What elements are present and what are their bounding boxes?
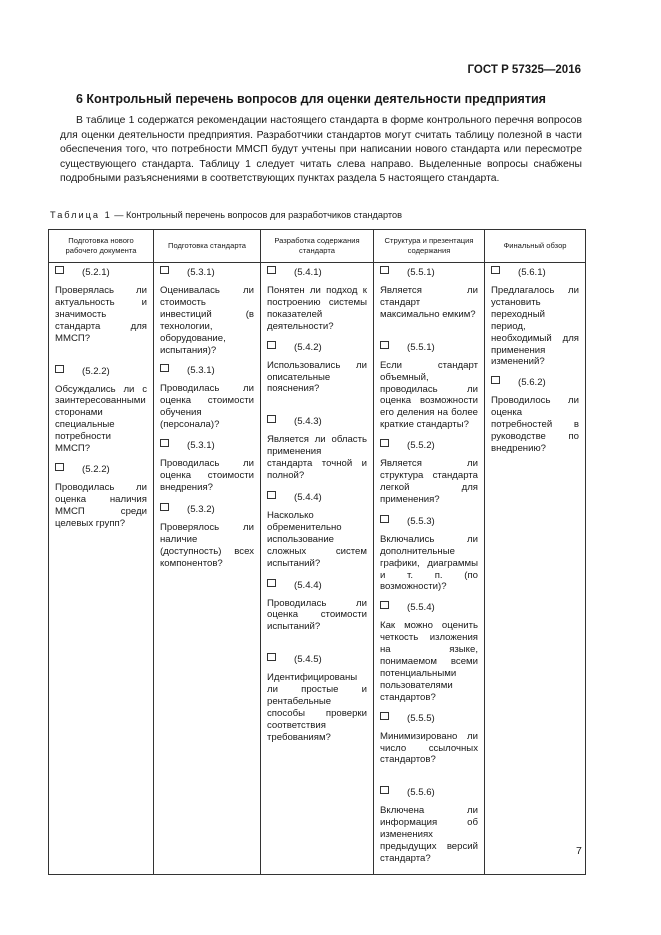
standard-number: ГОСТ Р 57325—2016	[467, 64, 581, 76]
checkbox[interactable]	[267, 653, 276, 661]
item-ref: (5.4.4)	[294, 491, 322, 503]
checklist-item	[160, 503, 254, 570]
item-ref: (5.3.1)	[187, 440, 215, 452]
item-question: Проводилась ли оценка стоимости обучения (персонала)?	[160, 383, 254, 431]
item-ref: (5.4.2)	[294, 341, 322, 353]
checklist-item	[267, 266, 367, 333]
item-question: Если стандарт объемный, проводилась ли оценка возможности его деления на более краткие стандарты?	[380, 359, 478, 431]
item-question: Является ли структура стандарта легкой для применения?	[380, 458, 478, 505]
checkbox[interactable]	[267, 491, 276, 499]
item-question: Как можно оценить четкость изложения на языке, понимаемом всеми потенциальными пользователями стандартов?	[380, 620, 478, 703]
item-ref: (5.2.2)	[82, 463, 110, 475]
item-ref: (5.5.1)	[407, 267, 435, 278]
checklist-item	[380, 786, 478, 865]
section-title: 6 Контрольный перечень вопросов для оценки деятельности предприятия	[76, 92, 546, 106]
intro-paragraph: В таблице 1 содержатся рекомендации настоящего стандарта в форме контрольного перечня вопросов для оценки деятельности предприятия. Разработчики стандартов могут считать таблицу полезной в части обеспечения того, что потребности ММСП будут учтены при написании нового стандарта или пересмотре существующего стандарта. Таблицу 1 следует читать слева направо. Выделенные вопросы снабжены подробными разъяснениями в соответствующих пунктах раздела 5 настоящего стандарта.	[60, 115, 582, 185]
column-header: Структура и презентация содержания	[374, 230, 485, 263]
item-ref: (5.5.1)	[407, 341, 435, 353]
checklist-item	[160, 266, 254, 356]
column-cell	[49, 263, 154, 875]
column-header: Финальный обзор	[485, 230, 586, 263]
item-ref: (5.3.2)	[187, 503, 215, 515]
checklist-item	[267, 415, 367, 482]
checkbox[interactable]	[380, 266, 389, 274]
checklist-item	[380, 266, 478, 321]
item-question: Проверялось ли наличие (доступность) всех компонентов?	[160, 521, 254, 569]
checkbox[interactable]	[380, 601, 389, 609]
checkbox[interactable]	[160, 439, 169, 447]
column-cell	[154, 263, 261, 875]
item-ref: (5.4.5)	[294, 654, 322, 666]
item-ref: (5.5.3)	[407, 515, 435, 527]
item-ref: (5.6.1)	[518, 267, 546, 278]
checklist-item	[380, 439, 478, 506]
column-header: Разработка содержания стандарта	[261, 230, 374, 263]
checklist-item	[55, 365, 147, 455]
item-ref: (5.2.1)	[82, 267, 110, 278]
page-number: 7	[576, 845, 582, 857]
checkbox[interactable]	[267, 266, 276, 274]
item-ref: (5.4.3)	[294, 416, 322, 428]
column-cell	[374, 263, 485, 875]
item-question: Проводилась ли оценка стоимости внедрения?	[160, 458, 254, 493]
checkbox[interactable]	[55, 365, 64, 373]
checklist-item	[380, 515, 478, 594]
checkbox[interactable]	[380, 712, 389, 720]
checklist-item	[160, 364, 254, 431]
checkbox[interactable]	[380, 439, 389, 447]
checkbox[interactable]	[380, 786, 389, 794]
checklist-item	[55, 266, 147, 345]
column-cell	[261, 263, 374, 875]
item-question: Предлагалось ли установить переходный период, необходимый для применения изменений?	[491, 285, 579, 368]
checklist-item	[491, 376, 579, 455]
checkbox[interactable]	[267, 341, 276, 349]
table-caption-label: Таблица 1	[50, 210, 112, 220]
item-question: Минимизировано ли число ссылочных стандартов?	[380, 730, 478, 766]
checklist-item	[267, 491, 367, 570]
item-question: Использовались ли описательные пояснения?	[267, 359, 367, 395]
item-question: Проверялась ли актуальность и значимость стандарта для ММСП?	[55, 285, 147, 344]
item-ref: (5.5.2)	[407, 440, 435, 452]
checklist-table	[48, 229, 586, 875]
item-question: Понятен ли подход к построению системы показателей деятельности?	[267, 285, 367, 332]
checklist-item	[380, 601, 478, 703]
item-question: Проводилась ли оценка стоимости испытаний?	[267, 597, 367, 633]
item-question: Является ли стандарт максимально емким?	[380, 285, 478, 320]
checkbox[interactable]	[380, 341, 389, 349]
checklist-item	[55, 463, 147, 530]
checklist-item	[380, 341, 478, 431]
checkbox[interactable]	[55, 463, 64, 471]
item-question: Насколько обременительно использование сложных систем испытаний?	[267, 509, 367, 569]
checklist-item	[267, 579, 367, 634]
checkbox[interactable]	[160, 266, 169, 274]
item-ref: (5.6.2)	[518, 377, 546, 389]
item-question: Включались ли дополнительные графики, диаграммы и т. п. (по возможности)?	[380, 533, 478, 593]
item-question: Обсуждались ли с заинтересованными сторонами специальные потребности ММСП?	[55, 383, 147, 455]
item-ref: (5.5.4)	[407, 602, 435, 614]
checklist-item	[380, 712, 478, 767]
checklist-item	[491, 266, 579, 368]
checkbox[interactable]	[491, 376, 500, 384]
item-ref: (5.4.1)	[294, 267, 322, 278]
item-question: Является ли область применения стандарта точной и полной?	[267, 434, 367, 482]
checklist-item	[267, 341, 367, 396]
item-question: Оценивалась ли стоимость инвестиций (в технологии, оборудование, испытания)?	[160, 285, 254, 356]
checkbox[interactable]	[380, 515, 389, 523]
item-ref: (5.3.1)	[187, 267, 215, 278]
table-caption-text: — Контрольный перечень вопросов для разработчиков стандартов	[114, 210, 403, 220]
item-ref: (5.2.2)	[82, 365, 110, 377]
checklist-item	[267, 653, 367, 743]
item-question: Проводилась ли оценка наличия ММСП среди целевых групп?	[55, 481, 147, 529]
column-header: Подготовка стандарта	[154, 230, 261, 263]
item-ref: (5.3.1)	[187, 365, 215, 377]
column-header: Подготовка нового рабочего документа	[49, 230, 154, 263]
checkbox[interactable]	[267, 579, 276, 587]
checklist-item	[160, 439, 254, 494]
item-question: Включена ли информация об изменениях предыдущих версий стандарта?	[380, 805, 478, 864]
checkbox[interactable]	[491, 266, 500, 274]
column-cell	[485, 263, 586, 875]
checkbox[interactable]	[267, 415, 276, 423]
checkbox[interactable]	[160, 364, 169, 372]
checkbox[interactable]	[160, 503, 169, 511]
checkbox[interactable]	[55, 266, 64, 274]
item-ref: (5.5.5)	[407, 712, 435, 724]
item-ref: (5.4.4)	[294, 579, 322, 591]
item-question: Идентифицированы ли простые и рентабельные способы проверки соответствия требованиям?	[267, 672, 367, 743]
item-question: Проводилось ли оценка потребностей в руководстве по внедрению?	[491, 395, 579, 454]
item-ref: (5.5.6)	[407, 787, 435, 799]
table-caption	[50, 210, 402, 220]
